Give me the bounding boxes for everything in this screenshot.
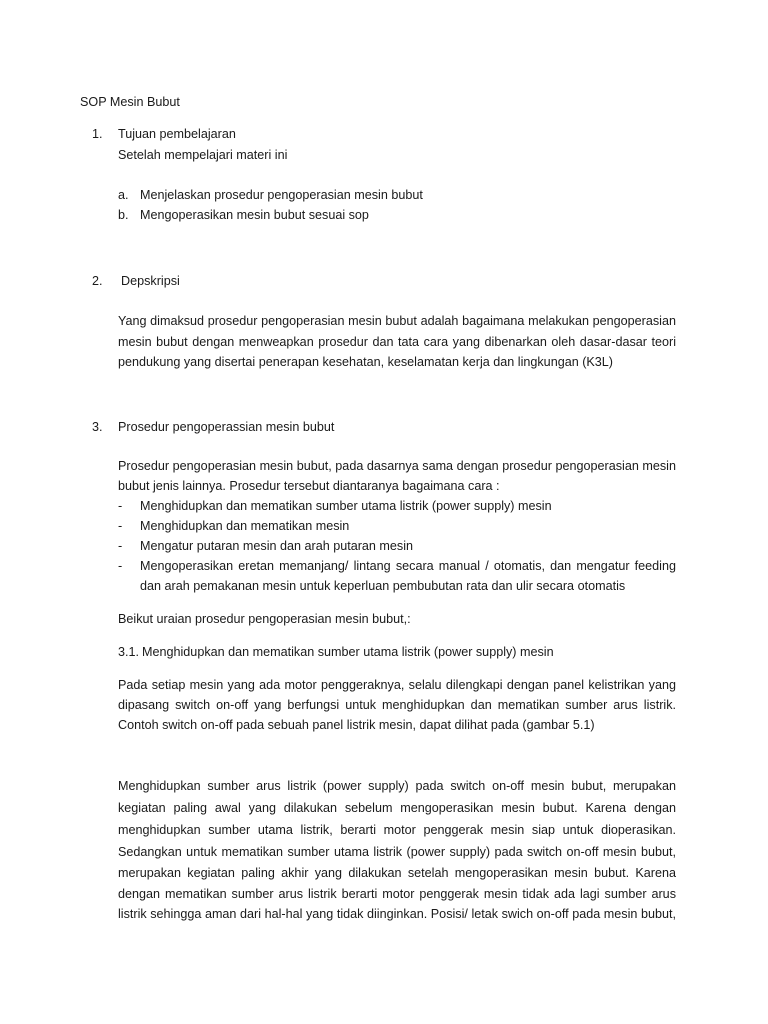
bullet-item-continuation: dan arah pemakanan mesin untuk keperluan pembubutan rata dan ulir secara otomatis — [140, 579, 626, 593]
section-2-number: 2. — [92, 274, 103, 288]
list-marker: b. — [118, 208, 129, 222]
subsection-number: 3.1. — [118, 645, 140, 659]
bullet-marker: - — [118, 499, 123, 513]
bullet-item: Mengoperasikan eretan memanjang/ lintang secara manual / otomatis, dan mengatur feeding — [140, 559, 676, 573]
paragraph-line: Contoh switch on-off pada sebuah panel listrik mesin, dapat dilihat pada (gambar 5.1) — [118, 718, 595, 732]
list-item: Mengoperasikan mesin bubut sesuai sop — [140, 208, 369, 222]
bullet-marker: - — [118, 539, 123, 553]
paragraph-line: Yang dimaksud prosedur pengoperasian mesin bubut adalah bagaimana melakukan pengoperasian — [118, 314, 676, 328]
bullet-marker: - — [118, 559, 123, 573]
document-title: SOP Mesin Bubut — [80, 95, 180, 109]
section-1-number: 1. — [92, 127, 103, 141]
bullet-marker: - — [118, 519, 123, 533]
paragraph-line: dipasang switch on-off yang berfungsi untuk menghidupkan dan mematikan sumber arus listrik. — [118, 698, 676, 712]
paragraph-line: Prosedur pengoperasian mesin bubut, pada dasarnya sama dengan prosedur pengoperasian mesin — [118, 459, 676, 473]
list-marker: a. — [118, 188, 129, 202]
paragraph-line: menghidupkan sumber utama listrik, berarti motor penggerak mesin siap untuk dioperasikan. — [118, 823, 676, 837]
paragraph-line: Menghidupkan sumber arus listrik (power supply) pada switch on-off mesin bubut, merupakan — [118, 779, 676, 793]
paragraph-line: merupakan kegiatan paling akhir yang dilakukan setelah mengoperasikan mesin bubut. Karena — [118, 866, 676, 880]
bullet-item: Menghidupkan dan mematikan mesin — [140, 519, 350, 533]
section-3-title: Prosedur pengoperassian mesin bubut — [118, 420, 335, 434]
paragraph-line: bubut jenis lainnya. Prosedur tersebut diantaranya bagaimana cara : — [118, 479, 500, 493]
subsection-title: Menghidupkan dan mematikan sumber utama listrik (power supply) mesin — [142, 645, 554, 659]
paragraph-line: Pada setiap mesin yang ada motor penggeraknya, selalu dilengkapi dengan panel kelistrikan yang — [118, 678, 676, 692]
paragraph-line: dengan mematikan sumber arus listrik berarti motor penggerak mesin tidak ada lagi sumber arus — [118, 887, 676, 901]
lead-text: Beikut uraian prosedur pengoperasian mesin bubut,: — [118, 612, 411, 626]
bullet-item: Menghidupkan dan mematikan sumber utama listrik (power supply) mesin — [140, 499, 552, 513]
list-item: Menjelaskan prosedur pengoperasian mesin bubut — [140, 188, 423, 202]
bullet-item: Mengatur putaran mesin dan arah putaran mesin — [140, 539, 414, 553]
section-1-intro: Setelah mempelajari materi ini — [118, 148, 288, 162]
paragraph-line: Sedangkan untuk mematikan sumber utama listrik (power supply) pada switch on-off mesin bubut, — [118, 845, 676, 859]
paragraph-line: listrik sehingga aman dari hal-hal yang tidak diinginkan. Posisi/ letak swich on-off pada mesin bubut, — [118, 907, 676, 921]
paragraph-line: pendukung yang disertai penerapan kesehatan, keselamatan kerja dan lingkungan (K3L) — [118, 355, 613, 369]
section-1-title: Tujuan pembelajaran — [118, 127, 236, 141]
section-2-title: Depskripsi — [121, 274, 180, 288]
paragraph-line: kegiatan paling awal yang dilakukan sebelum mengoperasikan mesin bubut. Karena dengan — [118, 801, 676, 815]
section-3-number: 3. — [92, 420, 103, 434]
paragraph-line: mesin bubut dengan menweapkan prosedur dan tata cara yang dibenarkan oleh dasar-dasar teori — [118, 335, 676, 349]
